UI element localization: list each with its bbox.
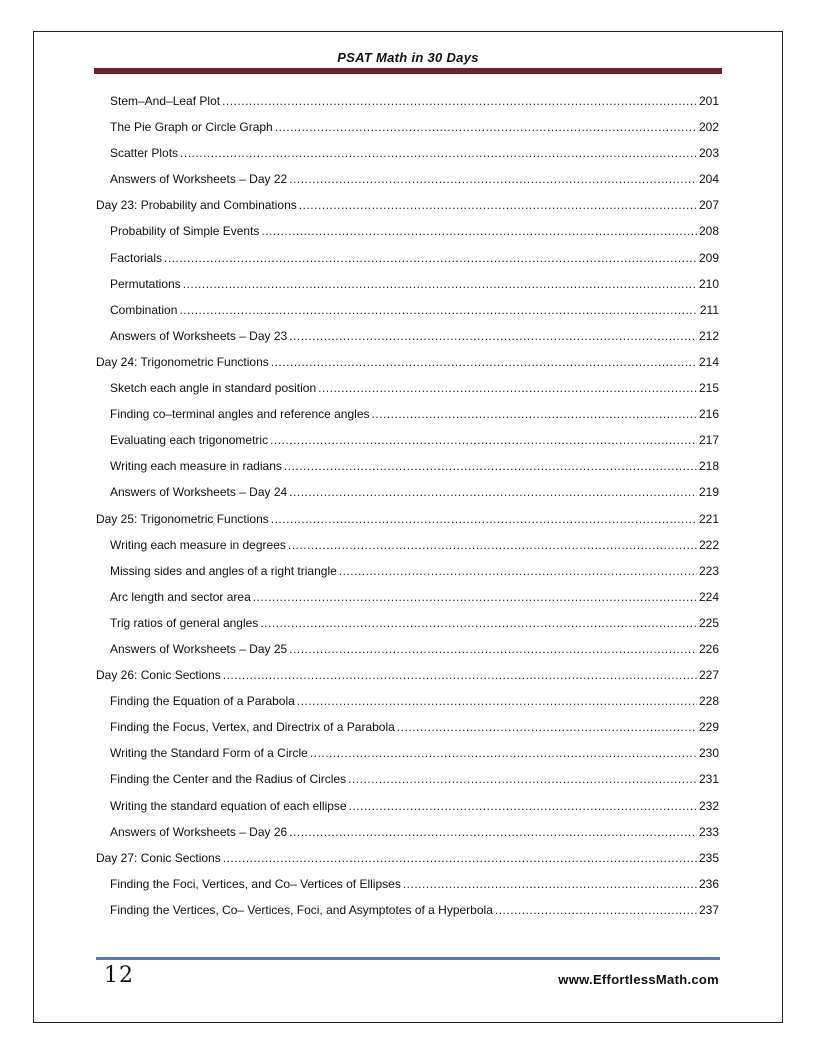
- toc-entry-label: The Pie Graph or Circle Graph: [110, 120, 273, 135]
- toc-entry-page: 218: [698, 459, 719, 474]
- toc-entry-label: Finding the Equation of a Parabola: [110, 694, 295, 709]
- toc-leader-dots: [261, 224, 697, 238]
- table-of-contents: [96, 94, 719, 929]
- toc-leader-dots: [372, 407, 697, 421]
- toc-leader-dots: [183, 277, 697, 291]
- toc-leader-dots: [271, 512, 697, 526]
- toc-section-entry[interactable]: [96, 616, 719, 642]
- toc-entry-label: Writing each measure in degrees: [110, 537, 286, 552]
- toc-section-entry[interactable]: [96, 120, 719, 146]
- toc-leader-dots: [270, 433, 697, 447]
- toc-entry-label: Answers of Worksheets – Day 26: [110, 824, 288, 839]
- toc-entry-page: 230: [698, 746, 719, 761]
- toc-section-entry[interactable]: [96, 485, 719, 511]
- toc-leader-dots: [397, 720, 697, 734]
- toc-entry-page: 214: [698, 354, 719, 369]
- toc-section-entry[interactable]: [96, 877, 719, 903]
- toc-entry-label: Answers of Worksheets – Day 24: [110, 485, 288, 500]
- toc-leader-dots: [260, 616, 697, 630]
- footer-rule: [96, 957, 720, 960]
- header-rule: [94, 68, 722, 74]
- toc-entry-page: 204: [698, 172, 719, 187]
- toc-entry-page: 228: [698, 694, 719, 709]
- toc-entry-page: 223: [698, 563, 719, 578]
- toc-entry-label: Factorials: [110, 250, 163, 265]
- toc-entry-page: 209: [698, 250, 719, 265]
- toc-entry-label: Writing each measure in radians: [110, 459, 282, 474]
- toc-entry-page: 201: [698, 94, 719, 108]
- toc-entry-label: Writing the standard equation of each ellipse: [110, 798, 347, 813]
- toc-leader-dots: [289, 329, 697, 343]
- toc-chapter-entry[interactable]: [96, 512, 719, 538]
- toc-entry-page: 212: [698, 328, 719, 343]
- toc-section-entry[interactable]: [96, 172, 719, 198]
- toc-section-entry[interactable]: [96, 590, 719, 616]
- toc-leader-dots: [318, 381, 697, 395]
- toc-entry-label: Stem–And–Leaf Plot: [110, 94, 221, 108]
- book-title: PSAT Math in 30 Days: [337, 50, 479, 65]
- toc-entry-label: Day 24: Trigonometric Functions: [96, 354, 269, 369]
- toc-section-entry[interactable]: [96, 772, 719, 798]
- toc-entry-page: 215: [698, 381, 719, 396]
- toc-entry-label: Finding the Vertices, Co– Vertices, Foci, and Asymptotes of a Hyperbola: [110, 902, 493, 917]
- toc-leader-dots: [271, 355, 697, 369]
- toc-chapter-entry[interactable]: [96, 851, 719, 877]
- toc-entry-label: Probability of Simple Events: [110, 224, 260, 239]
- toc-entry-page: 224: [698, 589, 719, 604]
- toc-leader-dots: [299, 198, 697, 212]
- toc-entry-page: 216: [698, 407, 719, 422]
- toc-section-entry[interactable]: [96, 251, 719, 277]
- toc-entry-label: Day 23: Probability and Combinations: [96, 198, 297, 213]
- toc-section-entry[interactable]: [96, 146, 719, 172]
- toc-leader-dots: [275, 120, 697, 134]
- toc-leader-dots: [403, 877, 697, 891]
- toc-entry-label: Missing sides and angles of a right triangle: [110, 563, 337, 578]
- toc-section-entry[interactable]: [96, 642, 719, 668]
- toc-leader-dots: [289, 825, 697, 839]
- toc-entry-label: Day 27: Conic Sections: [96, 850, 221, 865]
- toc-leader-dots: [349, 799, 697, 813]
- toc-entry-label: Finding the Foci, Vertices, and Co– Vertices of Ellipses: [110, 876, 401, 891]
- toc-entry-label: Scatter Plots: [110, 146, 179, 161]
- toc-entry-label: Arc length and sector area: [110, 589, 251, 604]
- toc-leader-dots: [289, 172, 697, 186]
- toc-chapter-entry[interactable]: [96, 198, 719, 224]
- toc-entry-page: 229: [698, 720, 719, 735]
- toc-entry-page: 225: [698, 615, 719, 630]
- toc-chapter-entry[interactable]: [96, 668, 719, 694]
- toc-entry-page: 211: [699, 302, 719, 317]
- toc-entry-label: Answers of Worksheets – Day 22: [110, 172, 288, 187]
- toc-entry-label: Trig ratios of general angles: [110, 615, 259, 630]
- toc-entry-page: 227: [698, 668, 719, 683]
- toc-entry-page: 221: [698, 511, 719, 526]
- toc-section-entry[interactable]: [96, 433, 719, 459]
- toc-entry-label: Evaluating each trigonometric: [110, 433, 269, 448]
- toc-entry-page: 226: [698, 641, 719, 656]
- toc-leader-dots: [495, 903, 697, 917]
- toc-entry-page: 235: [698, 850, 719, 865]
- toc-section-entry[interactable]: [96, 746, 719, 772]
- toc-chapter-entry[interactable]: [96, 355, 719, 381]
- toc-entry-label: Sketch each angle in standard position: [110, 381, 317, 396]
- toc-entry-page: 202: [698, 120, 719, 135]
- toc-leader-dots: [179, 303, 697, 317]
- toc-entry-page: 217: [698, 433, 719, 448]
- toc-leader-dots: [310, 746, 697, 760]
- toc-entry-page: 222: [698, 537, 719, 552]
- toc-entry-page: 207: [698, 198, 719, 213]
- toc-section-entry[interactable]: [96, 94, 719, 120]
- page-number: 12: [104, 963, 134, 988]
- toc-entry-label: Finding co–terminal angles and reference angles: [110, 407, 370, 422]
- toc-entry-page: 208: [698, 224, 719, 239]
- toc-section-entry[interactable]: [96, 799, 719, 825]
- toc-section-entry[interactable]: [96, 720, 719, 746]
- toc-leader-dots: [289, 642, 697, 656]
- toc-entry-label: Permutations: [110, 276, 181, 291]
- toc-entry-page: 219: [698, 485, 719, 500]
- toc-section-entry[interactable]: [96, 538, 719, 564]
- toc-section-entry[interactable]: [96, 329, 719, 355]
- toc-leader-dots: [348, 772, 697, 786]
- toc-section-entry[interactable]: [96, 825, 719, 851]
- toc-section-entry[interactable]: [96, 564, 719, 590]
- toc-entry-label: Finding the Focus, Vertex, and Directrix of a Parabola: [110, 720, 395, 735]
- toc-leader-dots: [339, 564, 697, 578]
- toc-section-entry[interactable]: [96, 277, 719, 303]
- toc-entry-page: 233: [698, 824, 719, 839]
- toc-entry-page: 210: [698, 276, 719, 291]
- toc-entry-page: 237: [698, 902, 719, 917]
- toc-leader-dots: [289, 485, 697, 499]
- website-link[interactable]: www.EffortlessMath.com: [558, 972, 719, 987]
- toc-entry-label: Combination: [110, 302, 178, 317]
- toc-leader-dots: [164, 251, 697, 265]
- toc-entry-label: Day 26: Conic Sections: [96, 668, 221, 683]
- toc-leader-dots: [284, 459, 697, 473]
- toc-entry-page: 236: [698, 876, 719, 891]
- toc-entry-label: Finding the Center and the Radius of Circles: [110, 772, 347, 787]
- toc-entry-page: 231: [698, 772, 719, 787]
- toc-leader-dots: [288, 538, 697, 552]
- toc-section-entry[interactable]: [96, 459, 719, 485]
- toc-entry-label: Answers of Worksheets – Day 25: [110, 641, 288, 656]
- toc-entry-page: 203: [698, 146, 719, 161]
- toc-entry-label: Answers of Worksheets – Day 23: [110, 328, 288, 343]
- toc-leader-dots: [223, 668, 697, 682]
- toc-leader-dots: [223, 851, 697, 865]
- toc-section-entry[interactable]: [96, 903, 719, 929]
- toc-leader-dots: [180, 146, 697, 160]
- toc-section-entry[interactable]: [96, 381, 719, 407]
- toc-section-entry[interactable]: [96, 694, 719, 720]
- toc-section-entry[interactable]: [96, 224, 719, 250]
- toc-entry-label: Writing the Standard Form of a Circle: [110, 746, 308, 761]
- toc-leader-dots: [297, 694, 697, 708]
- toc-leader-dots: [253, 590, 697, 604]
- toc-leader-dots: [222, 94, 697, 108]
- toc-section-entry[interactable]: [96, 303, 719, 329]
- toc-entry-page: 232: [698, 798, 719, 813]
- toc-entry-label: Day 25: Trigonometric Functions: [96, 511, 269, 526]
- toc-section-entry[interactable]: [96, 407, 719, 433]
